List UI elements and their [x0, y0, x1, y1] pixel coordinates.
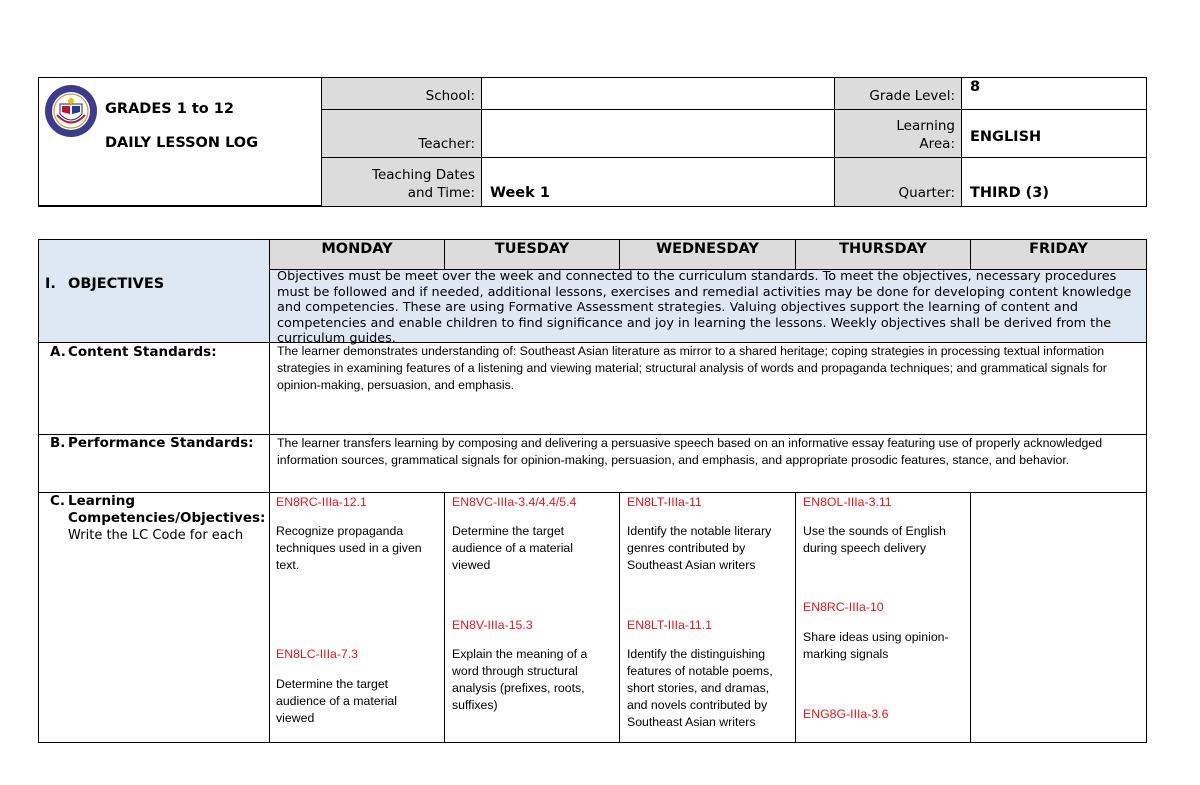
quarter-value: THIRD (3)	[970, 185, 1050, 201]
quarter-label-cell	[835, 158, 962, 206]
day-header-tuesday: TUESDAY	[445, 240, 620, 270]
dates-value: Week 1	[490, 185, 550, 201]
day-header-monday: MONDAY	[270, 240, 445, 270]
performance-standards-text: The learner transfers learning by composing and delivering a persuasive speech based on an informative essay featuring use of properly acknowledged information sources, grammatical signals for opinion-making, persuasion, and emphasis, and appropriate prosodic features, stance, and behavior.	[277, 436, 1103, 467]
area-label-cell	[835, 110, 962, 158]
monday-text-1: Recognize propaganda techniques used in a given text.	[276, 524, 422, 572]
teacher-field[interactable]	[482, 110, 835, 158]
teacher-label-cell	[322, 110, 482, 158]
school-field[interactable]	[482, 78, 835, 110]
objectives-heading: OBJECTIVES	[68, 276, 165, 292]
school-label: School:	[425, 88, 475, 104]
wednesday-code-1: EN8LT-IIIa-11	[627, 495, 702, 509]
grade-value: 8	[970, 79, 981, 95]
day-header-friday: FRIDAY	[971, 240, 1146, 270]
dates-field[interactable]	[482, 158, 835, 206]
tuesday-text-1: Determine the target audience of a material viewed	[452, 524, 573, 572]
wednesday-text-1: Identify the notable literary genres contributed by Southeast Asian writers	[627, 524, 772, 572]
day-header-wednesday: WEDNESDAY	[620, 240, 796, 270]
title-line2: DAILY LESSON LOG	[105, 135, 259, 151]
thursday-text-2: Share ideas using opinion-marking signals	[803, 630, 949, 661]
content-standards-letter: A.	[50, 344, 66, 360]
competencies-label-2: Competencies/Objectives:	[68, 510, 266, 526]
thursday-text-1: Use the sounds of English during speech delivery	[803, 524, 946, 555]
school-label-cell	[322, 78, 482, 110]
monday-text-2: Determine the target audience of a material viewed	[276, 677, 397, 725]
thursday-code-1: EN8OL-IIIa-3.11	[803, 495, 892, 509]
objectives-number: I.	[45, 276, 56, 292]
performance-standards-letter: B.	[50, 435, 66, 451]
thursday-code-2: EN8RC-IIIa-10	[803, 600, 884, 614]
tuesday-code-1: EN8VC-IIIa-3.4/4.4/5.4	[452, 495, 577, 509]
content-standards-text: The learner demonstrates understanding of: Southeast Asian literature as mirror to a shared heritage; coping strategies in processing textual information strategies in examining features of a listening and viewing material; structural analysis of words and propaganda techniques; and grammatical signals for opinion-making, persuasion, and emphasis.	[277, 344, 1107, 392]
competencies-sublabel: Write the LC Code for each	[68, 528, 244, 543]
quarter-label: Quarter:	[898, 185, 955, 201]
area-value: ENGLISH	[970, 128, 1042, 145]
competencies-label-1: Learning	[68, 493, 136, 509]
thursday-code-3: ENG8G-IIIa-3.6	[803, 707, 889, 721]
area-field[interactable]	[962, 110, 1146, 158]
monday-code-1: EN8RC-IIIa-12.1	[276, 495, 367, 509]
day-header-thursday: THURSDAY	[796, 240, 971, 270]
tuesday-text-2: Explain the meaning of a word through structural analysis (prefixes, roots, suffixes)	[452, 647, 588, 712]
teacher-label: Teacher:	[418, 136, 475, 152]
wednesday-code-2: EN8LT-IIIa-11.1	[627, 618, 712, 632]
monday-code-2: EN8LC-IIIa-7.3	[276, 647, 359, 661]
dates-label-cell	[322, 158, 482, 206]
content-standards-label: Content Standards:	[68, 344, 217, 360]
competencies-letter: C.	[50, 493, 66, 509]
area-label-2: Area:	[919, 136, 955, 152]
performance-standards-label: Performance Standards:	[68, 435, 254, 451]
title-line1: GRADES 1 to 12	[105, 101, 234, 117]
grade-field[interactable]	[962, 78, 1146, 110]
tuesday-code-2: EN8V-IIIa-15.3	[452, 618, 533, 632]
wednesday-text-2: Identify the distinguishing features of notable poems, short stories, and dramas, and novels contributed by Southeast Asian writers	[627, 647, 773, 729]
dates-label-2: and Time:	[407, 185, 475, 201]
objectives-text: Objectives must be meet over the week and connected to the curriculum standards. To meet the objectives, necessary procedures must be followed and if needed, additional lessons, exercises and remedial activities may be done for developing content knowledge and competencies. These are using Formative Assessment strategies. Valuing objectives support the learning of content and competencies and enable children to find significance and joy in learning the lessons. Weekly objectives shall be derived from the curriculum guides.	[277, 269, 1132, 346]
grade-label-cell	[835, 78, 962, 110]
grade-label: Grade Level:	[869, 88, 955, 104]
area-label-1: Learning	[896, 118, 955, 134]
competencies-friday-cell	[971, 493, 1146, 742]
dates-label-1: Teaching Dates	[372, 167, 475, 183]
quarter-field[interactable]	[962, 158, 1146, 206]
deped-seal-logo	[44, 84, 98, 138]
